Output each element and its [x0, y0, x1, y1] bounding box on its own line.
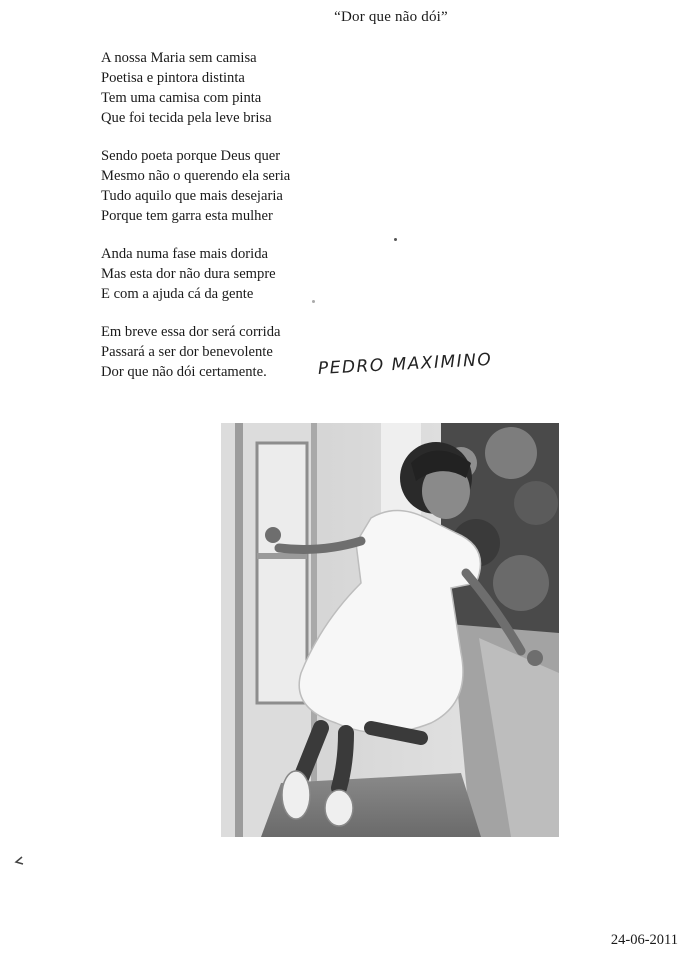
scan-speck [394, 238, 397, 241]
poem-line: Dor que não dói certamente. [101, 364, 267, 380]
photo-illustration [221, 423, 559, 837]
poem-line: Anda numa fase mais dorida [101, 246, 268, 262]
poem-body [101, 48, 290, 400]
poem-line: E com a ajuda cá da gente [101, 286, 254, 302]
stanza-1 [101, 48, 290, 128]
scan-mark [14, 856, 24, 866]
photograph-girl [221, 423, 559, 837]
poem-line: Mas esta dor não dura sempre [101, 266, 276, 282]
poem-line: Que foi tecida pela leve brisa [101, 110, 272, 126]
stanza-3 [101, 244, 290, 304]
poem-line: Tudo aquilo que mais desejaria [101, 188, 283, 204]
poem-line: Mesmo não o querendo ela seria [101, 168, 291, 184]
stanza-4 [101, 322, 290, 382]
poem-line: Tem uma camisa com pinta [101, 90, 262, 106]
poem-line: A nossa Maria sem camisa [101, 50, 257, 66]
scan-speck [312, 300, 315, 303]
handwritten-signature: PEDRO MAXIMINO [317, 349, 493, 379]
poem-line: Porque tem garra esta mulher [101, 208, 273, 224]
poem-line: Poetisa e pintora distinta [101, 70, 245, 86]
poem-line: Sendo poeta porque Deus quer [101, 148, 281, 164]
document-date: 24-06-2011 [610, 932, 678, 948]
stanza-2 [101, 146, 290, 226]
poem-title: “Dor que não dói” [334, 9, 448, 25]
poem-line: Em breve essa dor será corrida [101, 324, 281, 340]
poem-line: Passará a ser dor benevolente [101, 344, 273, 360]
